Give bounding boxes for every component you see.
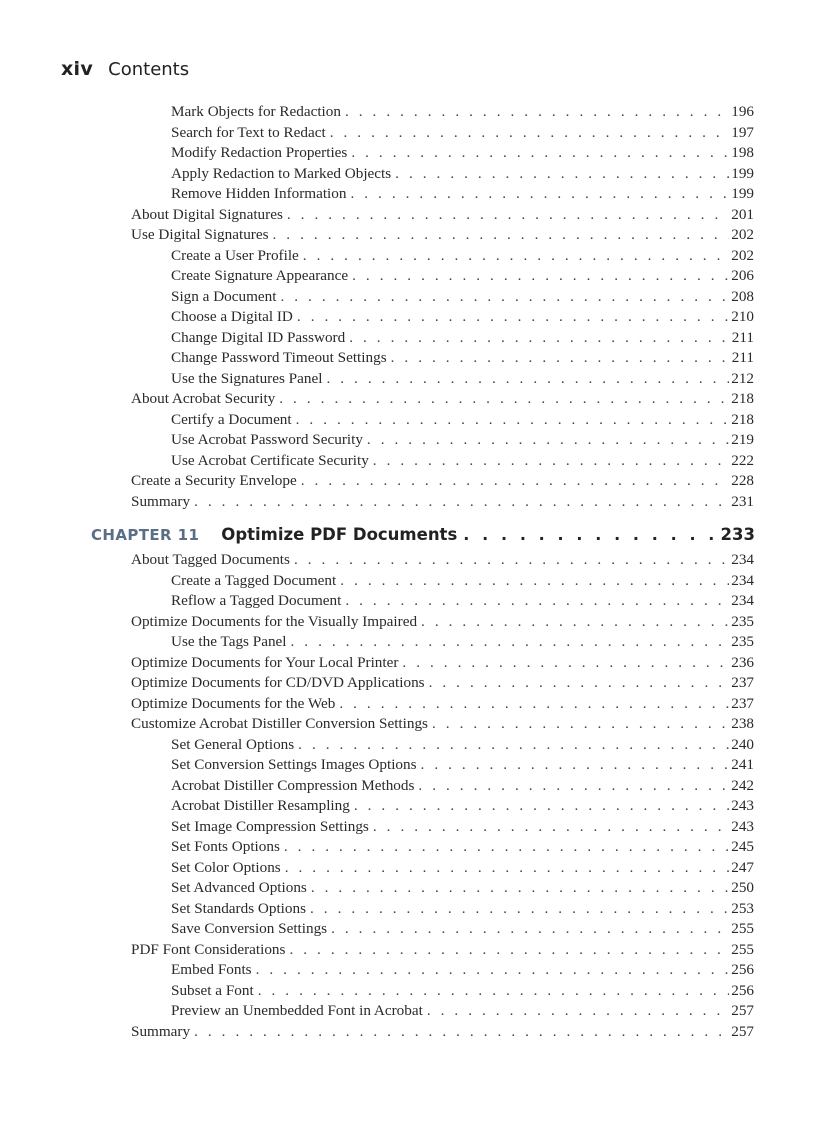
dot-leader (352, 265, 729, 286)
toc-entry-title: Search for Text to Redact (171, 123, 326, 141)
dot-leader (194, 491, 729, 512)
toc-entry-page: 199 (731, 185, 754, 202)
toc-entry-page: 253 (731, 899, 754, 917)
dot-leader (194, 1021, 729, 1042)
toc-entry (171, 857, 754, 878)
toc-entry-title: Set Fonts Options (171, 838, 280, 855)
dot-leader (326, 368, 729, 389)
toc-entry-page: 250 (731, 879, 754, 896)
toc-entry (131, 224, 754, 245)
toc-entry-page: 219 (731, 431, 754, 448)
dot-leader (310, 898, 729, 919)
page-header (61, 58, 189, 80)
dot-leader (285, 857, 730, 878)
toc-entry (171, 918, 754, 939)
toc-entry-page: 218 (731, 410, 754, 428)
chapter-page: 233 (720, 525, 755, 544)
toc-entry-title: Subset a Font (171, 981, 254, 999)
toc-entry-title: Mark Objects for Redaction (171, 103, 341, 120)
toc-entry-title: Set Advanced Options (171, 879, 307, 896)
toc-entry (171, 570, 754, 591)
toc-entry-title: Remove Hidden Information (171, 185, 347, 202)
dot-leader (280, 286, 729, 307)
toc-entry (131, 388, 754, 409)
toc-entry-title: Optimize Documents for CD/DVD Applications (131, 674, 425, 691)
toc-entry-title: Set Conversion Settings Images Options (171, 756, 417, 773)
dot-leader (339, 693, 729, 714)
toc-entry-title: Customize Acrobat Distiller Conversion Settings (131, 715, 428, 732)
dot-leader (284, 836, 729, 857)
dot-leader (463, 525, 718, 544)
dot-leader (345, 101, 729, 122)
dot-leader (273, 224, 730, 245)
toc-entry (171, 898, 754, 919)
chapter-title: Optimize PDF Documents (221, 525, 458, 544)
toc-entry-page: 243 (731, 817, 754, 835)
dot-leader (354, 795, 729, 816)
toc-entry (171, 1000, 754, 1021)
toc-entry-page: 210 (731, 308, 754, 325)
toc-entry-title: Optimize Documents for the Web (131, 694, 336, 712)
toc-entry (131, 652, 754, 673)
dot-leader (331, 918, 729, 939)
toc-entry (171, 980, 754, 1001)
toc-entry-page: 222 (731, 451, 754, 469)
toc-entry-title: About Acrobat Security (131, 390, 276, 407)
dot-leader (279, 388, 729, 409)
toc-entry (171, 795, 754, 816)
toc-entry-title: Use Acrobat Certificate Security (171, 451, 369, 469)
toc-entry-title: Sign a Document (171, 287, 277, 305)
toc-entry-title: Optimize Documents for the Visually Impaired (131, 612, 418, 630)
dot-leader (367, 429, 729, 450)
toc-entry (171, 734, 754, 755)
toc-entry-page: 237 (731, 674, 754, 691)
toc-entry-title: Reflow a Tagged Document (171, 592, 342, 609)
toc-entry-title: Create a Security Envelope (131, 472, 297, 489)
toc-entry-page: 198 (731, 144, 754, 161)
toc-entry-title: Create a User Profile (171, 246, 299, 264)
chapter-heading (91, 525, 755, 547)
toc-entry-title: Acrobat Distiller Resampling (171, 797, 350, 814)
dot-leader (256, 959, 730, 980)
toc-entry-title: Acrobat Distiller Compression Methods (171, 776, 415, 794)
toc-entry (171, 306, 754, 327)
toc-entry (131, 1021, 754, 1042)
dot-leader (391, 347, 730, 368)
toc-entry-page: 218 (731, 390, 754, 407)
toc-entry (171, 429, 754, 450)
toc-entry (171, 286, 754, 307)
dot-leader (340, 570, 729, 591)
toc-entry-title: Create a Tagged Document (171, 571, 337, 589)
toc-entry-page: 197 (731, 123, 754, 141)
toc-entry-page: 247 (731, 858, 754, 876)
toc-entry-title: Use Acrobat Password Security (171, 431, 363, 448)
toc-entry-title: Set General Options (171, 735, 295, 753)
toc-entry-page: 228 (731, 472, 754, 489)
dot-leader (351, 142, 729, 163)
toc-entry (131, 672, 754, 693)
dot-leader (349, 327, 730, 348)
toc-entry-page: 234 (731, 592, 754, 609)
toc-entry-page: 242 (731, 776, 754, 794)
toc-entry-title: Summary (131, 1022, 191, 1040)
toc-entry (171, 122, 754, 143)
toc-entry-page: 235 (731, 633, 754, 650)
toc-entry-title: About Digital Signatures (131, 205, 283, 223)
toc-entry-title: Embed Fonts (171, 961, 252, 978)
toc-entry-page: 202 (731, 226, 754, 243)
toc-entry-title: Save Conversion Settings (171, 920, 328, 937)
toc-entry-page: 202 (731, 246, 754, 264)
toc-entry-title: PDF Font Considerations (131, 940, 286, 958)
toc-entry-page: 206 (731, 267, 754, 284)
dot-leader (298, 734, 729, 755)
toc-entry (171, 409, 754, 430)
toc-entry (171, 590, 754, 611)
toc-entry-page: 201 (731, 205, 754, 223)
dot-leader (373, 816, 729, 837)
dot-leader (402, 652, 729, 673)
toc-entry-page: 238 (731, 715, 754, 732)
toc-entry-title: Apply Redaction to Marked Objects (171, 164, 392, 182)
dot-leader (287, 204, 729, 225)
dot-leader (311, 877, 729, 898)
toc-entry (171, 816, 754, 837)
toc-entry (171, 142, 754, 163)
toc-entry-page: 241 (731, 756, 754, 773)
toc-entry-page: 208 (731, 287, 754, 305)
toc-entry-page: 257 (731, 1022, 754, 1040)
toc-entry (171, 754, 754, 775)
toc-entry (171, 775, 754, 796)
toc-entry-page: 212 (731, 369, 754, 387)
toc-entry-title: Summary (131, 492, 191, 510)
dot-leader (350, 183, 729, 204)
toc-entry-page: 243 (731, 797, 754, 814)
toc-entry-page: 256 (731, 981, 754, 999)
dot-leader (289, 939, 729, 960)
dot-leader (345, 590, 729, 611)
toc-entry-title: Create Signature Appearance (171, 267, 349, 284)
dot-leader (296, 409, 730, 430)
toc-entry-page: 211 (731, 349, 754, 366)
dot-leader (297, 306, 729, 327)
toc-entry-title: About Tagged Documents (131, 551, 290, 568)
toc-entry (171, 163, 754, 184)
toc-entry (171, 836, 754, 857)
toc-entry-title: Use the Signatures Panel (171, 369, 323, 387)
toc-entry-page: 255 (731, 940, 754, 958)
toc-entry-title: Preview an Unembedded Font in Acrobat (171, 1002, 423, 1019)
toc-entry-title: Use the Tags Panel (171, 633, 287, 650)
toc-entry (171, 245, 754, 266)
toc-entry (131, 549, 754, 570)
toc-entry-title: Certify a Document (171, 410, 292, 428)
page-number: xiv (61, 58, 94, 80)
toc-entry (171, 327, 754, 348)
toc-entry (131, 713, 754, 734)
toc-entry-page: 211 (731, 328, 754, 346)
dot-leader (395, 163, 729, 184)
toc-entry-page: 231 (731, 492, 754, 510)
toc-entry-title: Change Digital ID Password (171, 328, 346, 346)
running-title: Contents (108, 59, 190, 80)
toc-entry-page: 234 (731, 571, 754, 589)
dot-leader (303, 245, 729, 266)
toc-entry (171, 101, 754, 122)
toc-entry-title: Use Digital Signatures (131, 226, 269, 243)
toc-entry-page: 237 (731, 694, 754, 712)
toc-entry-page: 196 (731, 103, 754, 120)
toc-entry-page: 256 (731, 961, 754, 978)
toc-entry (131, 491, 754, 512)
dot-leader (432, 713, 729, 734)
toc-entry-title: Modify Redaction Properties (171, 144, 348, 161)
toc-entry-title: Optimize Documents for Your Local Printer (131, 653, 399, 671)
dot-leader (427, 1000, 729, 1021)
toc-entry (131, 611, 754, 632)
dot-leader (291, 631, 730, 652)
dot-leader (294, 549, 729, 570)
toc-entry (131, 470, 754, 491)
dot-leader (330, 122, 730, 143)
toc-entry (171, 631, 754, 652)
toc-entry-title: Set Standards Options (171, 899, 306, 917)
toc-entry (131, 204, 754, 225)
dot-leader (301, 470, 729, 491)
toc-entry (171, 183, 754, 204)
toc-entry-title: Choose a Digital ID (171, 308, 293, 325)
toc-entry-page: 234 (731, 551, 754, 568)
toc-entry-page: 245 (731, 838, 754, 855)
chapter-number: CHAPTER 11 (91, 526, 200, 544)
toc-entry-page: 255 (731, 920, 754, 937)
toc-entry (171, 877, 754, 898)
toc-entry-page: 199 (731, 164, 754, 182)
toc-entry-title: Set Color Options (171, 858, 281, 876)
toc-entry (171, 368, 754, 389)
toc-entry (131, 693, 754, 714)
toc-entry-page: 240 (731, 735, 754, 753)
toc-entry-page: 236 (731, 653, 754, 671)
toc-entry (171, 265, 754, 286)
toc-entry (171, 450, 754, 471)
toc-entry-page: 257 (731, 1002, 754, 1019)
toc-entry (171, 959, 754, 980)
toc-entry (131, 939, 754, 960)
dot-leader (421, 611, 729, 632)
dot-leader (421, 754, 730, 775)
toc-entry-title: Change Password Timeout Settings (171, 349, 387, 366)
toc-entry-title: Set Image Compression Settings (171, 817, 369, 835)
dot-leader (418, 775, 729, 796)
toc-entry-page: 235 (731, 612, 754, 630)
dot-leader (258, 980, 730, 1001)
toc-entry (171, 347, 754, 368)
dot-leader (373, 450, 729, 471)
dot-leader (429, 672, 730, 693)
